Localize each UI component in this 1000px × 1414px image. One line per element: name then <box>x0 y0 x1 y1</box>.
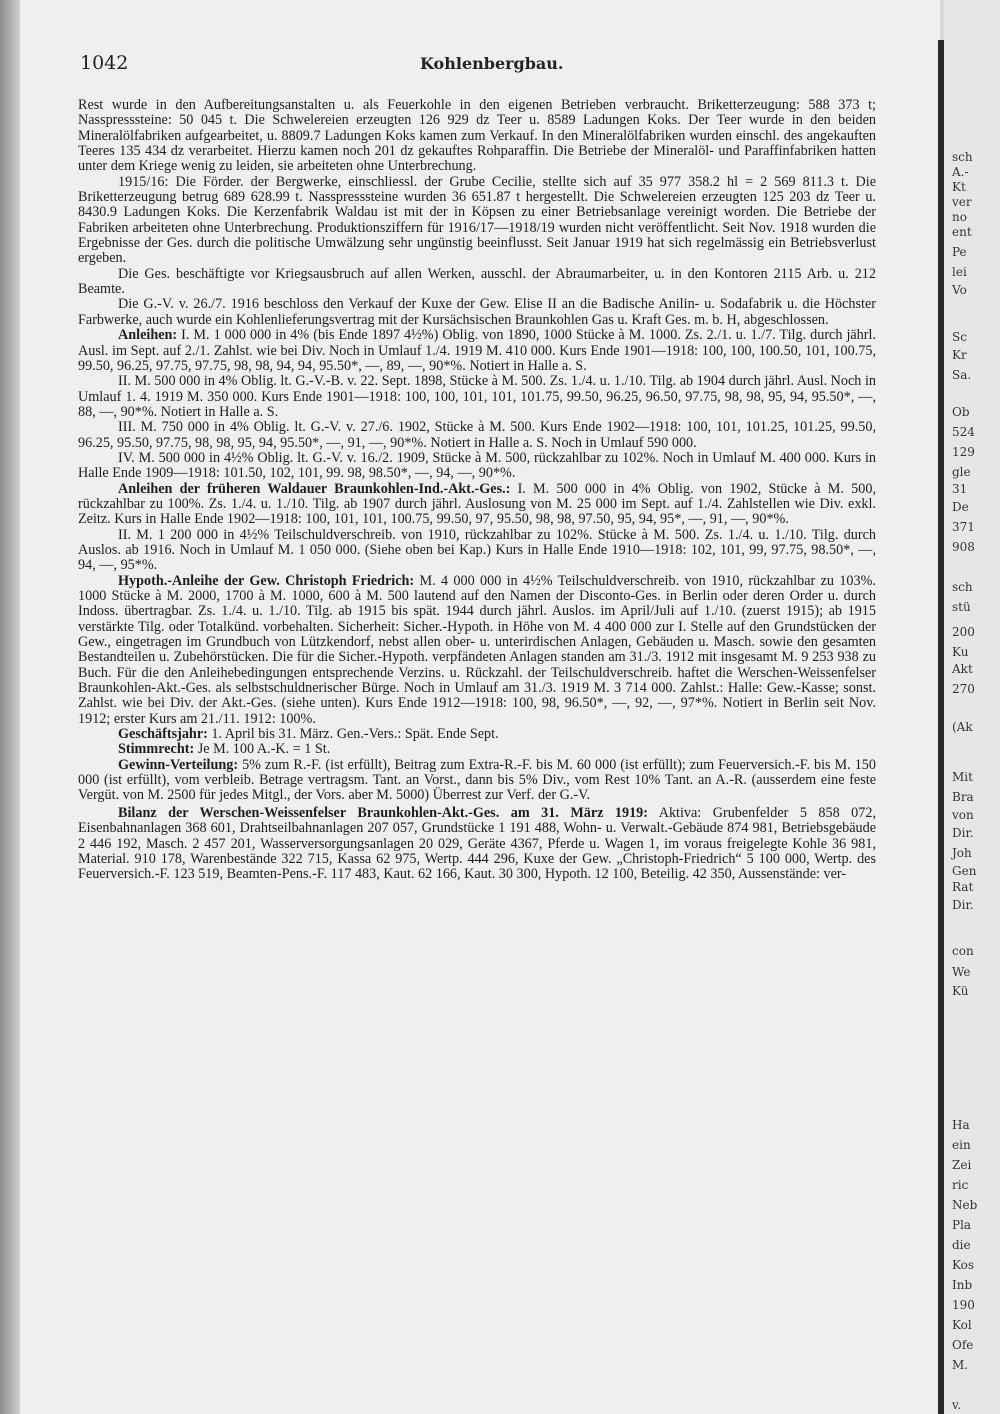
neighbor-text-fragment: sch <box>952 580 973 594</box>
paragraph-lead: Anleihen der früheren Waldauer Braunkohlen-Ind.-Akt.-Ges.: <box>118 480 511 497</box>
neighbor-text-fragment: Bra <box>952 790 974 804</box>
neighbor-text-fragment: De <box>952 500 969 514</box>
paragraph <box>78 482 876 528</box>
paragraph <box>78 297 876 328</box>
neighbor-text-fragment: Kt <box>952 180 966 194</box>
neighbor-text-fragment: Kr <box>952 348 967 362</box>
paragraph-text: M. 4 000 000 in 4½% Teilschuldverschreib. von 1910, rückzahlbar zu 103%. 1000 Stücke à M. 2000, 1700 à M. 1000, 600 à M. 500 lautend auf den Namen der Disconto-Ges. in Berlin oder deren Order u. durch Indoss. übertragbar. Zs. 1./4. u. 1./10. Tilg. ab 1915 bis spät. 1944 durch jährl. Auslos. im April/Juli auf 1./10. (zuerst 1915); ab 1915 verstärkte Tilg. oder Totalkünd. vorbehalten. Sicherheit: Sicher.-Hypoth. in Höhe von M. 4 400 000 zur I. Stelle auf den Grundstücken der Gew., eingetragen im Grundbuch von Lützkendorf, nebst allen ober- u. unterirdischen Anlagen, Gebäuden u. Masch. sowie den gesamten Bestandteilen u. Zubehörstücken. Die für die Sicher.-Hypoth. verpfändeten Anlagen standen am 31./3. 1912 mit insgesamt M. 9 253 938 zu Buch. Für die den Anleihebedingungen entsprechende Verzins. u. Rückzahl. der Teilschuldverschreib. haftet die Werschen-Weissenfelser Braunkohlen-Akt.-Ges. als selbstschuldnerischer Bürge. Noch in Umlauf am 31./3. 1919 M. 3 714 000. Zahlst.: Halle: Gew.-Kasse; sonst. Zahlst. wie bei Div. der Akt.-Ges. (siehe unten). Kurs Ende 1912—1918: 100, 98, 96.50*, —, 92, —, 97*%. Notiert in Berlin seit Nov. 1912; erster Kurs am 21./11. 1912: 100%. <box>78 572 876 727</box>
paragraph <box>78 98 876 175</box>
neighbor-text-fragment: Ha <box>952 1118 970 1132</box>
neighbor-text-fragment: 129 <box>952 445 975 459</box>
page-header <box>80 52 880 78</box>
paragraph-lead: Stimmrecht: <box>118 741 195 758</box>
neighbor-text-fragment: Rat <box>952 880 974 894</box>
neighbor-text-fragment: ein <box>952 1138 971 1152</box>
page-number: 1042 <box>80 52 129 74</box>
neighbor-text-fragment: gle <box>952 465 971 479</box>
neighbor-text-fragment: stü <box>952 600 971 614</box>
neighbor-text-fragment: 31 <box>952 482 968 496</box>
paragraph-text: I. M. 1 000 000 in 4% (bis Ende 1897 4½%) Oblig. von 1890, 1000 Stücke à M. 1000. Zs. 2./1. u. 1./7. Tilg. durch jährl. Ausl. im Sept. auf 2./1. Zahlst. wie bei Div. Noch in Umlauf 1./4. 1919 M. 410 000. Kurs Ende 1901—1918: 100, 100, 100.50, 101, 100.75, 99.50, 96.25, 97.75, 97.75, 98, 98, 94, 94, 95.50*, —, 89, —, 90*%. Notiert in Halle a. S. <box>78 327 876 374</box>
paragraph-lead: Anleihen: <box>118 327 178 344</box>
neighbor-text-fragment: 270 <box>952 682 975 696</box>
neighbor-text-fragment: Vo <box>952 283 967 297</box>
paragraph-text: III. M. 750 000 in 4% Oblig. lt. G.-V. v. 27./6. 1902, Stücke à M. 500. Kurs Ende 1902—1918: 100, 101, 101.25, 101.25, 99.50, 96.25, 95.50, 97.75, 98, 98, 95, 94, 95.50*, —, 91, —, 90*%. Notiert in Halle a. S. Noch in Umlauf 590 000. <box>78 419 876 451</box>
neighbor-text-fragment: von <box>952 808 974 822</box>
running-title: Kohlenbergbau. <box>420 54 564 73</box>
paragraph-text: 1. April bis 31. März. Gen.-Vers.: Spät. Ende Sept. <box>207 726 499 743</box>
neighbor-text-fragment: Kol <box>952 1318 972 1332</box>
paragraph <box>78 175 876 267</box>
paragraph <box>78 727 876 742</box>
neighbor-text-fragment: 200 <box>952 625 975 639</box>
neighbor-text-fragment: v. <box>952 1398 962 1412</box>
paragraph <box>78 374 876 420</box>
neighbor-text-fragment: sch <box>952 150 973 164</box>
neighbor-text-fragment: Akt <box>952 662 973 676</box>
paragraph-lead: Bilanz der Werschen-Weissenfelser Braunkohlen-Akt.-Ges. am 31. März 1919: <box>118 804 648 821</box>
neighbor-text-fragment: Kos <box>952 1258 975 1272</box>
neighbor-text-fragment: We <box>952 965 971 979</box>
neighbor-text-fragment: Pe <box>952 245 967 259</box>
paragraph <box>78 420 876 451</box>
paragraph-text: Die Ges. beschäftigte vor Kriegsausbruch auf allen Werken, ausschl. der Abraumarbeiter, u. in den Kontoren 2115 Arb. u. 212 Beamte. <box>78 265 876 298</box>
neighbor-text-fragment: 908 <box>952 540 975 554</box>
neighbor-text-fragment: A.- <box>952 165 969 179</box>
paragraph <box>78 528 876 574</box>
neighbor-text-fragment: 371 <box>952 520 975 534</box>
neighbor-text-fragment: Neb <box>952 1198 978 1212</box>
paragraph-text: II. M. 500 000 in 4% Oblig. lt. G.-V.-B. v. 22. Sept. 1898, Stücke à M. 500. Zs. 1./4. u. 1./10. Tilg. ab 1904 durch jährl. Ausl. Noch in Umlauf 1. 4. 1919 M. 350 000. Kurs Ende 1901—1918: 100, 100, 101, 101, 101.75, 99.50, 96.25, 96.50, 97.75, 98, 98, 95, 94, 95.50*, —, 88, —, 90*%. Notiert in Halle a. S. <box>78 373 876 420</box>
body-text <box>78 98 876 883</box>
neighbor-text-fragment: Sa. <box>952 368 972 382</box>
paragraph-text: I. M. 500 000 in 4% Oblig. von 1902, Stücke à M. 500, rückzahlbar zu 100%. Zs. 1./4. u. 1./10. Tilg. ab 1907 durch jährl. Auslosung von M. 25 000 im Sept. auf 1./4. Zahlstellen wie Div. exkl. Zeitz. Kurs in Halle Ende 1902—1918: 100, 101, 101, 100.75, 99.50, 97, 95.50, 98, 98, 97.50, 95, 94, 95*, —, 91, —, 90*%. <box>78 480 876 528</box>
paragraph-lead: Geschäftsjahr: <box>118 726 208 743</box>
neighbor-text-fragment: Ku <box>952 645 969 659</box>
scan-edge <box>0 0 20 1414</box>
neighbor-text-fragment: Joh <box>952 846 972 860</box>
neighbor-text-fragment: Gen <box>952 864 977 878</box>
neighbor-text-fragment: 190 <box>952 1298 975 1312</box>
paragraph-text: Aktiva: Grubenfelder 5 858 072, Eisenbahnanlagen 368 601, Drahtseilbahnanlagen 207 057, Grundstücke 1 191 488, Wohn- u. Verwalt.-Gebäude 874 981, Betriebsgebäude 2 446 192, Masch. 2 457 201, Wasserversorgungsanlagen 20 029, Geräte 4367, Pferde u. Wagen 1, im voraus freigelegte Kohle 36 981, Material. 910 178, Warenbestände 322 715, Kassa 62 975, Wertp. 444 296, Kuxe der Gew. „Christoph-Friedrich“ 5 100 000, Wertp. des Feuerversich.-F. 123 519, Beamten-Pens.-F. 117 483, Kaut. 62 166, Kaut. 30 300, Hypoth. 12 100, Beteilig. 42 350, Aussenstände: ver- <box>78 804 876 883</box>
neighbor-text-fragment: Zei <box>952 1158 972 1172</box>
paragraph <box>78 806 876 883</box>
paragraph <box>78 574 876 727</box>
paragraph <box>78 758 876 804</box>
neighbor-text-fragment: (Ak <box>952 720 973 734</box>
neighbor-text-fragment: 524 <box>952 425 975 439</box>
paragraph-text: 1915/16: Die Förder. der Bergwerke, einschliessl. der Grube Cecilie, stellte sich auf 35 977 358.2 hl = 2 569 811.3 t. Die Briketterzeugung betrug 689 628.99 t. Nasspresssteine wurden 36 651.87 t hergestellt. Die Schwelereien erzeugten 125 203 dz Teer u. 8430.9 Ladungen Koks. Die Kerzenfabrik Waldau ist mit der in Köpsen zu einer Betriebsanlage vereinigt worden. Die Betriebe der Fabriken arbeiteten ohne Unterbrechung. Produktionsziffern für 1916/17—1918/19 wurden nicht veröffentlicht. Seit Nov. 1918 wurden die Ergebnisse der Ges. durch die politische Umwälzung sehr ungünstig beeinflusst. Seit Januar 1919 hat sich regelmässig ein Betriebsverlust ergeben. <box>78 173 876 267</box>
neighbor-text-fragment: lei <box>952 265 967 279</box>
paragraph <box>78 742 876 757</box>
paragraph-text: II. M. 1 200 000 in 4½% Teilschuldverschreib. von 1910, rückzahlbar zu 102%. Stücke à M. 500. Zs. 1./4. u. 1./10. Tilg. durch Auslos. ab 1916. Noch in Umlauf M. 1 050 000. (Siehe oben bei Kap.) Kurs in Halle Ende 1910—1918: 102, 101, 99, 97.75, 98.50*, —, 94, —, 95*%. <box>78 526 876 574</box>
paragraph-lead: Gewinn-Verteilung: <box>118 756 239 773</box>
paragraph-text: IV. M. 500 000 in 4½% Oblig. lt. G.-V. v. 16./2. 1909, Stücke à M. 500, rückzahlbar zu 102%. Noch in Umlauf M. 400 000. Kurs in Halle Ende 1909—1918: 101.50, 102, 101, 99. 98, 98.50*, —, 94, —, 90*%. <box>78 449 876 482</box>
neighbor-text-fragment: Ofe <box>952 1338 974 1352</box>
paragraph <box>78 328 876 374</box>
paragraph-text: Die G.-V. v. 26./7. 1916 beschloss den Verkauf der Kuxe der Gew. Elise II an die Badische Anilin- u. Sodafabrik u. die Höchster Farbwerke, auch wurde ein Kohlenlieferungsvertrag mit der Kursächsischen Braunkohlen Gas u. Kraft Ges. m. b. H, abgeschlossen. <box>78 296 876 328</box>
neighbor-text-fragment: Mit <box>952 770 973 784</box>
neighbor-text-fragment: Kü <box>952 984 969 998</box>
neighbor-text-fragment: Inb <box>952 1278 973 1292</box>
neighbor-text-fragment: ver <box>952 195 972 209</box>
neighbor-text-fragment: die <box>952 1238 971 1252</box>
paragraph-text: Rest wurde in den Aufbereitungsanstalten u. als Feuerkohle in den eigenen Betrieben verbraucht. Briketterzeugung: 588 373 t; Nasspresssteine: 50 045 t. Die Schwelereien erzeugten 126 929 dz Teer u. 8589 Ladungen Koks. Der Teer wurde in den beiden Mineralölfabriken aufgearbeitet, u. 8809.7 Ladungen Koks kamen zum Verkauf. In den Mineralölfabriken wurden einschl. des angekauften Teeres 135 434 dz verarbeitet. Hierzu kamen noch 201 dz gekauftes Rohparaffin. Die Betriebe der Mineralöl- und Paraffinfabriken hatten unter dem Kriege wenig zu leiden, sie arbeiteten ohne Unterbrechung. <box>78 97 876 175</box>
neighbor-text-fragment: con <box>952 944 974 958</box>
paragraph-text: 5% zum R.-F. (ist erfüllt), Beitrag zum Extra-R.-F. bis M. 60 000 (ist erfüllt); zum Feuerversich.-F. bis M. 150 000 (ist erfüllt), vom verbleib. Betrage vertragsm. Tant. an Vorst., dann bis 5% Div., vom Rest 10% Tant. an A.-R. (ausserdem eine feste Vergüt. von M. 2500 für jedes Mitgl., der Vors. aber M. 5000) Überrest zur Verf. der G.-V. <box>78 756 876 804</box>
paragraph-lead: Hypoth.-Anleihe der Gew. Christoph Friedrich: <box>118 572 415 589</box>
neighbor-text-fragment: Pla <box>952 1218 972 1232</box>
neighbor-text-fragment: ric <box>952 1178 969 1192</box>
neighbor-text-fragment: Dir. <box>952 826 974 840</box>
paragraph <box>78 267 876 298</box>
neighbor-text-fragment: M. <box>952 1358 969 1372</box>
neighbor-text-fragment: Sc <box>952 330 967 344</box>
paragraph <box>78 451 876 482</box>
neighbor-page-fragment <box>944 0 1000 1414</box>
neighbor-text-fragment: Dir. <box>952 898 974 912</box>
paragraph-text: Je M. 100 A.-K. = 1 St. <box>194 741 331 758</box>
neighbor-text-fragment: Ob <box>952 405 970 419</box>
neighbor-text-fragment: ent <box>952 225 972 239</box>
neighbor-text-fragment: no <box>952 210 967 224</box>
